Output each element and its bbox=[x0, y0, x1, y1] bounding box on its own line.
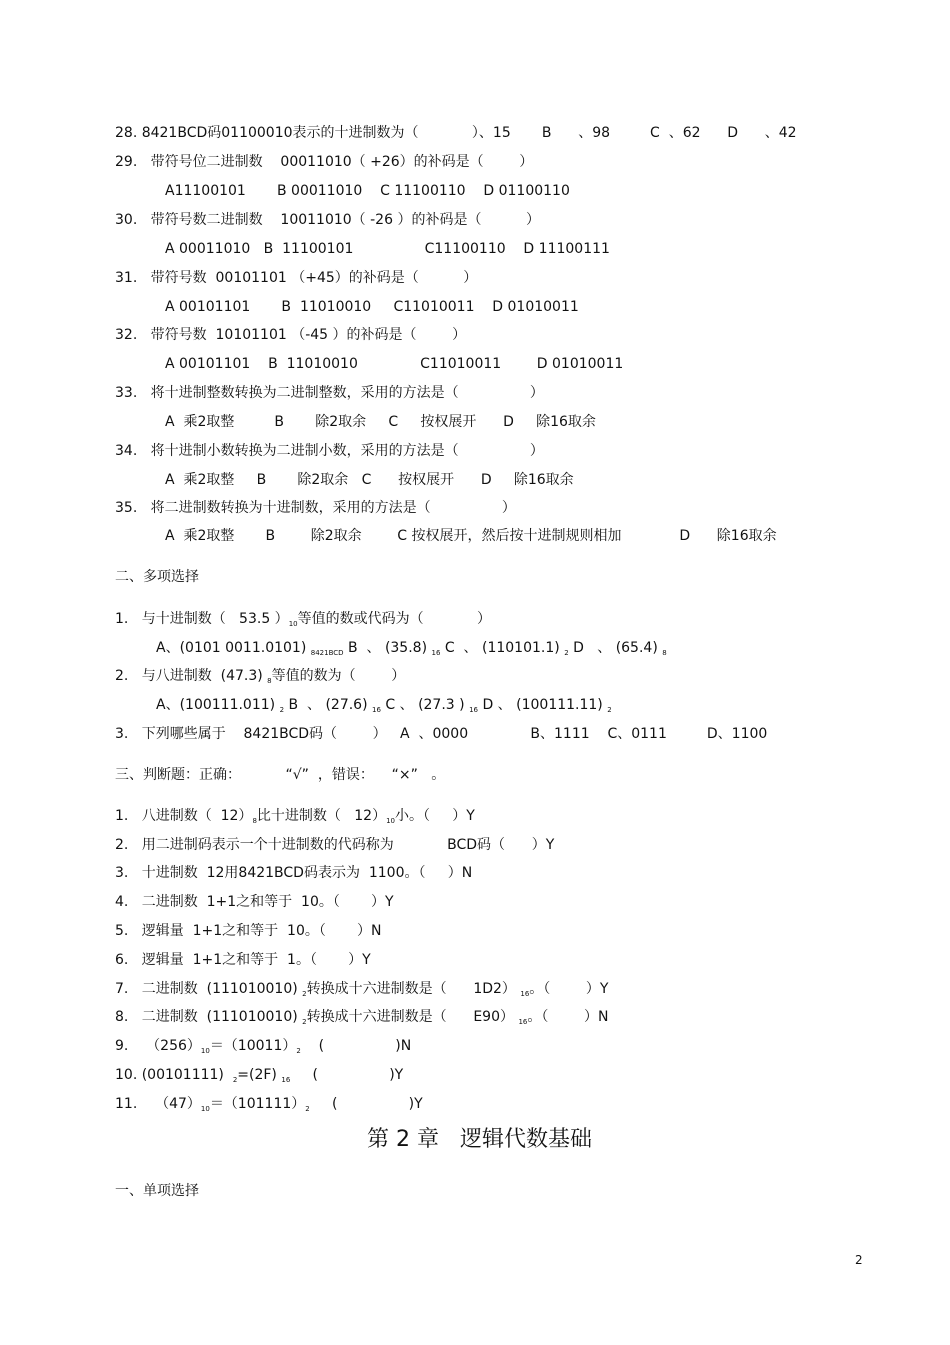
multi-question-1-options: A、(0101 0011.0101) $_{8421BCD}$ B 、 (35.8) $_{16}$ C 、 (110101.1) $_2$ D 、 (65.4) $_8$ bbox=[156, 640, 667, 657]
tf-item-1: 1. 八进制数（ $12)_8$比十进制数（ $12)_{10}$小。（ ）Y bbox=[115, 808, 475, 825]
question-28: 28. 8421BCD码01100010表示的十进制数为（ ）、15 B 、98 C 、62 D 、42 bbox=[115, 125, 797, 141]
question-32: 32. 带符号数 10101101 （-45 ）的补码是（ ） bbox=[115, 327, 467, 343]
tf-item-9: 9. $(256)_{10}=(10011)_2$ ( )N bbox=[115, 1038, 412, 1055]
question-35-options: A 乘2取整 B 除2取余 C 按权展开，然后按十进制规则相加 D 除16取余 bbox=[165, 528, 777, 544]
question-29: 29. 带符号位二进制数 00011010（ +26）的补码是（ ） bbox=[115, 154, 534, 170]
multi-question-2: 2. 与八进制数 (47.3) $_8$等值的数为（ ） bbox=[115, 668, 406, 685]
multi-question-1: 1. 与十进制数（ 53.5 ）$_{10}$等值的数或代码为（ ） bbox=[115, 611, 492, 628]
question-30: 30. 带符号数二进制数 10011010（ -26 ）的补码是（ ） bbox=[115, 212, 540, 228]
tf-item-6: 6. 逻辑量 1+1之和等于 1。（ ）Y bbox=[115, 952, 371, 968]
chapter-title: 第 2 章 逻辑代数基础 bbox=[367, 1127, 592, 1152]
question-29-options: A11100101 B 00011010 C 11100110 D 01100110 bbox=[165, 183, 570, 199]
tf-item-8: 8. 二进制数 (111010010) $_2$转换成十六进制数是（ E90） $_{16}$。（ ）N bbox=[115, 1009, 609, 1026]
question-33: 33. 将十进制整数转换为二进制整数，采用的方法是（ ） bbox=[115, 385, 544, 401]
tf-item-5: 5. 逻辑量 1+1之和等于 10。（ ）N bbox=[115, 923, 382, 939]
question-33-options: A 乘2取整 B 除2取余 C 按权展开 D 除16取余 bbox=[165, 414, 596, 430]
tf-item-7: 7. 二进制数 (111010010) $_2$转换成十六进制数是（ 1D2） $_{16}$。（ ）Y bbox=[115, 981, 609, 998]
tf-item-10: 10. (00101111) $_2$=(2F) $_{16}$ ( )Y bbox=[115, 1067, 404, 1084]
question-31-options: A 00101101 B 11010010 C11010011 D 01010011 bbox=[165, 299, 579, 315]
question-34: 34. 将十进制小数转换为二进制小数，采用的方法是（ ） bbox=[115, 443, 544, 459]
tf-item-11: 11. $(47)_{10}=(101111)_2$ ( )Y bbox=[115, 1096, 423, 1113]
question-34-options: A 乘2取整 B 除2取余 C 按权展开 D 除16取余 bbox=[165, 472, 574, 488]
page-number: 2 bbox=[855, 1253, 863, 1267]
section-title-single-choice: 一、单项选择 bbox=[115, 1183, 199, 1199]
tf-item-3: 3. 十进制数 12用8421BCD码表示为 1100。（ ）N bbox=[115, 865, 473, 881]
tf-item-4: 4. 二进制数 1+1之和等于 10。（ ）Y bbox=[115, 894, 394, 910]
tf-item-2: 2. 用二进制码表示一个十进制数的代码称为 BCD码（ ）Y bbox=[115, 837, 555, 853]
question-32-options: A 00101101 B 11010010 C11010011 D 01010011 bbox=[165, 356, 624, 372]
question-35: 35. 将二进制数转换为十进制数，采用的方法是（ ） bbox=[115, 500, 516, 516]
section-title-multi-choice: 二、多项选择 bbox=[115, 569, 199, 585]
multi-question-2-options: A、(100111.011) $_2$ B 、 (27.6) $_{16}$ C 、 (27.3 ) $_{16}$ D 、 (100111.11) $_2$ bbox=[156, 697, 612, 714]
question-31: 31. 带符号数 00101101 （+45）的补码是（ ） bbox=[115, 270, 478, 286]
question-30-options: A 00011010 B 11100101 C11100110 D 11100111 bbox=[165, 241, 610, 257]
section-title-true-false: 三、判断题：正确： “√” ，错误： “×” 。 bbox=[115, 767, 446, 783]
multi-question-3: 3. 下列哪些属于 8421BCD码（ ） A 、0000 B、1111 C、0111 D、1100 bbox=[115, 726, 768, 742]
